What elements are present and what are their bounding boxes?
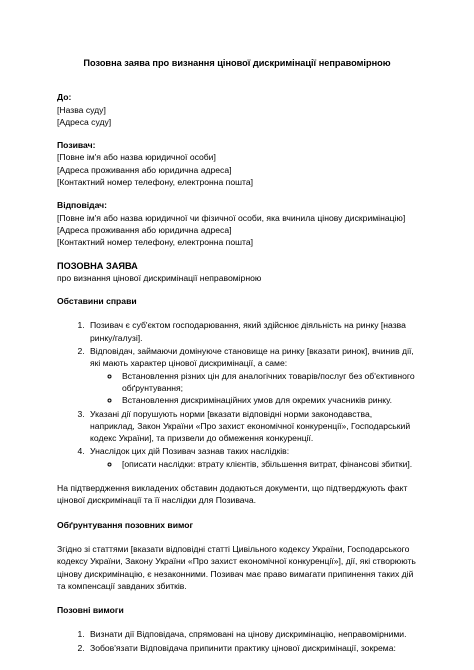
plaintiff-label: Позивач:	[57, 140, 96, 151]
recipient-block	[57, 91, 417, 128]
list-item	[87, 445, 417, 470]
justification-text: Згідно зі статтями [вказати відповідні статті Цивільного кодексу України, Господарського кодексу України, Закону України «Про захист економічної конкуренції»], дії, які створюють цінову дискримінацію, є незаконними. Позивач має право вимагати припинення таких дій та компенсації завданих збитків.	[57, 543, 416, 591]
list-item: 1. Визнати дії Відповідача, спрямовані на цінову дискримінацію, неправомірними.	[87, 628, 417, 640]
sub-list-item: ◦ Встановлення дискримінаційних умов для окремих учасників ринку.	[120, 394, 417, 406]
demands-list	[57, 628, 417, 654]
list-item	[87, 345, 417, 406]
claim-subheading: про визнання цінової дискримінації неправомірною	[57, 272, 262, 283]
court-name: [Назва суду]	[57, 104, 106, 115]
sub-list	[90, 458, 417, 470]
defendant-block	[57, 199, 417, 248]
plaintiff-name: [Повне ім'я або назва юридичної особи]	[57, 152, 216, 163]
justification-heading: Обґрунтування позовних вимог	[57, 519, 194, 530]
sub-list-item: ◦ [описати наслідки: втрату клієнтів, збільшення витрат, фінансові збитки].	[120, 458, 417, 470]
plaintiff-contacts: [Контактний номер телефону, електронна пошта]	[57, 177, 254, 188]
recipient-label: До:	[57, 92, 72, 103]
list-item: 2. Зобов'язати Відповідача припинити практику цінової дискримінації, зокрема:	[87, 642, 417, 654]
list-item-text: Унаслідок цих дій Позивач зазнав таких наслідків:	[90, 446, 290, 457]
circumstances-closing: На підтвердження викладених обставин додаються документи, що підтверджують факт цінової дискримінації та її наслідки для Позивача.	[57, 483, 408, 506]
defendant-name: [Повне ім'я або назва юридичної чи фізичної особи, яка вчинила цінову дискримінацію]	[57, 212, 406, 223]
list-item-text: Позивач є суб'єктом господарювання, який здійснює діяльність на ринку [назва ринку/галузі].	[90, 320, 406, 343]
list-item	[87, 408, 417, 445]
circumstances-heading: Обставини справи	[57, 296, 137, 307]
claim-heading: ПОЗОВНА ЗАЯВА	[57, 260, 138, 271]
plaintiff-address: [Адреса проживання або юридична адреса]	[57, 164, 232, 175]
document-title: Позовна заява про визнання цінової дискримінації неправомірною	[83, 58, 391, 68]
court-address: [Адреса суду]	[57, 116, 112, 127]
defendant-address: [Адреса проживання або юридична адреса]	[57, 224, 232, 235]
defendant-contacts: [Контактний номер телефону, електронна пошта]	[57, 237, 254, 248]
demands-heading: Позовні вимоги	[57, 605, 124, 616]
defendant-label: Відповідач:	[57, 200, 108, 211]
sub-list	[90, 370, 417, 407]
sub-list-item: ◦ Встановлення різних цін для аналогічних товарів/послуг без об'єктивного обґрунтування;	[120, 370, 417, 395]
list-item-text: Указані дії порушують норми [вказати відповідні норми законодавства, наприклад, Закон України «Про захист економічної конкуренції», Господарський кодекс України], та призвели до обмеження конкуренції.	[90, 408, 411, 444]
list-item-text: Відповідач, займаючи домінуюче становище на ринку [вказати ринок], вчинив дії, які мають характер цінової дискримінації, а саме:	[90, 346, 414, 369]
plaintiff-block	[57, 139, 417, 188]
list-item	[87, 319, 417, 344]
circumstances-list	[57, 319, 417, 470]
